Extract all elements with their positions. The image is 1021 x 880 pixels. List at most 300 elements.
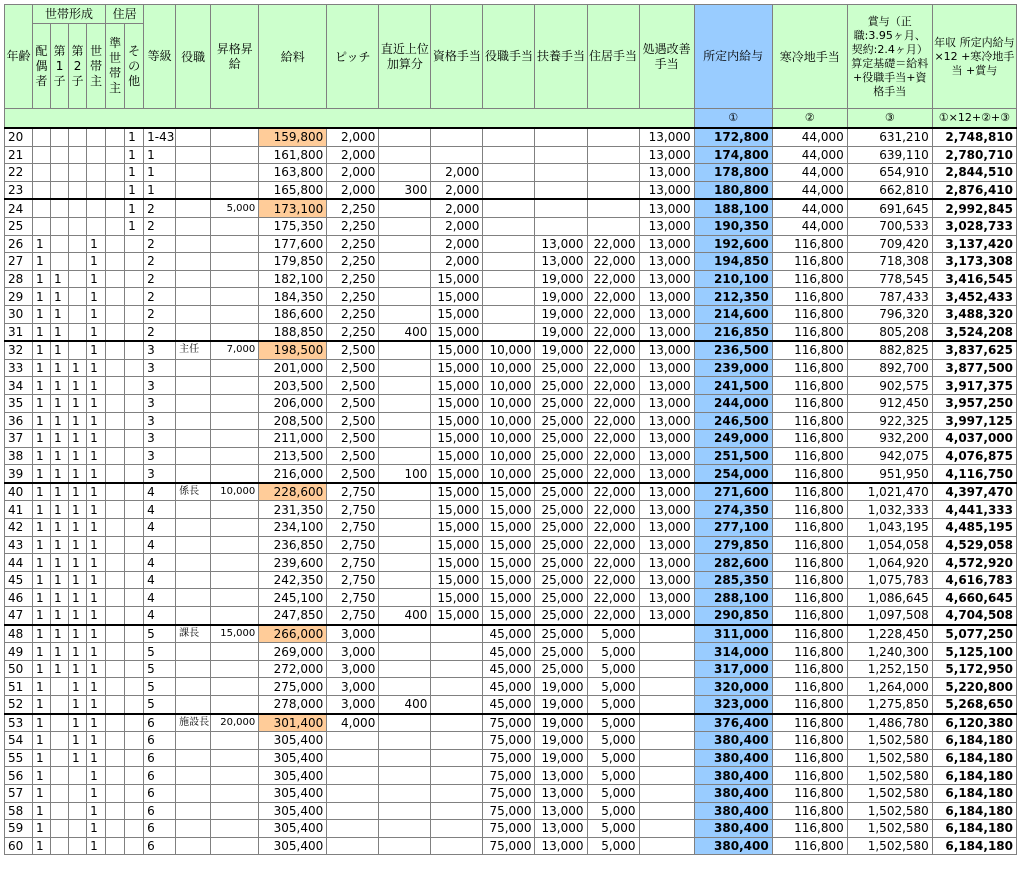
cell-semi-householder <box>106 554 125 572</box>
cell-age: 53 <box>5 714 33 732</box>
cell-pitch: 4,000 <box>327 714 379 732</box>
cell-semi-householder <box>106 217 125 235</box>
cell-grade: 1 <box>144 146 176 164</box>
cell-housing: 22,000 <box>587 323 639 341</box>
cell-other <box>125 643 144 661</box>
cell-dependent: 13,000 <box>535 802 587 820</box>
cell-step-raise <box>211 784 259 802</box>
cell-other <box>125 607 144 625</box>
cell-qualification: 15,000 <box>431 377 483 395</box>
cell-child2: 1 <box>69 465 87 483</box>
cell-grade: 3 <box>144 447 176 465</box>
cell-pitch: 2,750 <box>327 589 379 607</box>
cell-improvement: 13,000 <box>639 146 694 164</box>
cell-qualification: 15,000 <box>431 323 483 341</box>
cell-cold-region: 116,800 <box>772 714 847 732</box>
cell-cold-region: 116,800 <box>772 802 847 820</box>
cell-pitch: 3,000 <box>327 643 379 661</box>
cell-salary: 159,800 <box>259 128 327 146</box>
cell-spouse: 1 <box>33 359 51 377</box>
header-bonus: 賞与（正職:3.95ヶ月、契約:2.4ヶ月）算定基礎＝給料+役職手当+資格手当 <box>847 5 932 109</box>
cell-child1: 1 <box>51 305 69 323</box>
cell-annual: 3,028,733 <box>932 217 1016 235</box>
cell-role <box>176 536 211 554</box>
cell-householder: 1 <box>87 749 106 767</box>
cell-child1: 1 <box>51 323 69 341</box>
cell-child2 <box>69 305 87 323</box>
cell-child1: 1 <box>51 625 69 643</box>
cell-child2: 1 <box>69 430 87 448</box>
cell-role-allowance: 75,000 <box>483 767 535 785</box>
cell-cold-region: 116,800 <box>772 483 847 501</box>
cell-step-raise <box>211 696 259 714</box>
cell-improvement <box>639 660 694 678</box>
cell-senior-adj <box>379 394 431 412</box>
header-mark-annual: ①×12+②+③ <box>932 109 1016 129</box>
cell-child2: 1 <box>69 660 87 678</box>
cell-role-allowance: 45,000 <box>483 643 535 661</box>
cell-cold-region: 44,000 <box>772 164 847 182</box>
cell-role: 施設長 <box>176 714 211 732</box>
cell-spouse: 1 <box>33 465 51 483</box>
cell-grade: 4 <box>144 589 176 607</box>
cell-improvement: 13,000 <box>639 412 694 430</box>
cell-senior-adj <box>379 837 431 855</box>
cell-housing: 5,000 <box>587 802 639 820</box>
cell-dependent: 25,000 <box>535 536 587 554</box>
cell-step-raise: 5,000 <box>211 199 259 217</box>
cell-other <box>125 554 144 572</box>
cell-child2: 1 <box>69 607 87 625</box>
cell-pitch: 2,250 <box>327 253 379 271</box>
cell-householder: 1 <box>87 678 106 696</box>
cell-salary: 305,400 <box>259 767 327 785</box>
cell-role-allowance: 10,000 <box>483 412 535 430</box>
cell-annual: 3,137,420 <box>932 235 1016 253</box>
cell-role-allowance: 45,000 <box>483 696 535 714</box>
cell-grade: 6 <box>144 732 176 750</box>
cell-salary: 177,600 <box>259 235 327 253</box>
cell-cold-region: 116,800 <box>772 837 847 855</box>
table-row <box>5 837 1017 855</box>
table-row <box>5 607 1017 625</box>
cell-housing: 22,000 <box>587 394 639 412</box>
table-row <box>5 625 1017 643</box>
cell-dependent: 25,000 <box>535 571 587 589</box>
cell-base-pay: 246,500 <box>694 412 772 430</box>
cell-step-raise <box>211 678 259 696</box>
cell-base-pay: 178,800 <box>694 164 772 182</box>
cell-other <box>125 253 144 271</box>
cell-householder: 1 <box>87 483 106 501</box>
cell-age: 40 <box>5 483 33 501</box>
cell-improvement: 13,000 <box>639 217 694 235</box>
cell-qualification: 2,000 <box>431 217 483 235</box>
cell-step-raise <box>211 430 259 448</box>
cell-age: 47 <box>5 607 33 625</box>
table-row <box>5 181 1017 199</box>
cell-role <box>176 465 211 483</box>
cell-salary: 206,000 <box>259 394 327 412</box>
cell-role <box>176 288 211 306</box>
cell-householder: 1 <box>87 571 106 589</box>
cell-child1: 1 <box>51 571 69 589</box>
cell-housing: 22,000 <box>587 447 639 465</box>
cell-cold-region: 116,800 <box>772 430 847 448</box>
cell-other <box>125 784 144 802</box>
cell-bonus: 1,228,450 <box>847 625 932 643</box>
cell-housing: 22,000 <box>587 377 639 395</box>
salary-table <box>4 4 1017 855</box>
cell-bonus: 1,502,580 <box>847 820 932 838</box>
cell-spouse: 1 <box>33 253 51 271</box>
cell-householder: 1 <box>87 235 106 253</box>
cell-dependent: 19,000 <box>535 732 587 750</box>
cell-qualification <box>431 660 483 678</box>
cell-role-allowance: 75,000 <box>483 820 535 838</box>
cell-spouse: 1 <box>33 412 51 430</box>
cell-child2 <box>69 288 87 306</box>
cell-role <box>176 305 211 323</box>
table-row <box>5 820 1017 838</box>
cell-cold-region: 116,800 <box>772 696 847 714</box>
cell-pitch: 2,250 <box>327 270 379 288</box>
cell-grade: 4 <box>144 501 176 519</box>
cell-housing: 22,000 <box>587 253 639 271</box>
cell-role-allowance: 75,000 <box>483 732 535 750</box>
cell-age: 51 <box>5 678 33 696</box>
cell-spouse: 1 <box>33 288 51 306</box>
cell-semi-householder <box>106 483 125 501</box>
cell-dependent: 25,000 <box>535 501 587 519</box>
cell-spouse: 1 <box>33 377 51 395</box>
cell-other <box>125 359 144 377</box>
cell-annual: 6,184,180 <box>932 732 1016 750</box>
cell-salary: 211,000 <box>259 430 327 448</box>
cell-pitch <box>327 802 379 820</box>
cell-qualification <box>431 732 483 750</box>
cell-cold-region: 116,800 <box>772 554 847 572</box>
cell-other <box>125 270 144 288</box>
cell-semi-householder <box>106 625 125 643</box>
cell-base-pay: 194,850 <box>694 253 772 271</box>
cell-salary: 228,600 <box>259 483 327 501</box>
cell-child2 <box>69 164 87 182</box>
cell-role <box>176 784 211 802</box>
cell-dependent: 25,000 <box>535 377 587 395</box>
cell-role <box>176 501 211 519</box>
cell-base-pay: 290,850 <box>694 607 772 625</box>
cell-qualification <box>431 146 483 164</box>
cell-salary: 266,000 <box>259 625 327 643</box>
cell-bonus: 1,264,000 <box>847 678 932 696</box>
cell-cold-region: 116,800 <box>772 625 847 643</box>
cell-improvement: 13,000 <box>639 554 694 572</box>
cell-improvement <box>639 749 694 767</box>
cell-cold-region: 116,800 <box>772 643 847 661</box>
cell-senior-adj <box>379 146 431 164</box>
cell-other <box>125 483 144 501</box>
cell-senior-adj: 400 <box>379 323 431 341</box>
header-step-raise: 昇格昇給 <box>211 5 259 109</box>
cell-dependent: 19,000 <box>535 714 587 732</box>
cell-child1: 1 <box>51 359 69 377</box>
header-role: 役職 <box>176 5 211 109</box>
cell-pitch <box>327 732 379 750</box>
cell-pitch: 2,250 <box>327 217 379 235</box>
cell-pitch: 2,750 <box>327 501 379 519</box>
cell-cold-region: 116,800 <box>772 589 847 607</box>
cell-grade: 6 <box>144 767 176 785</box>
cell-other <box>125 678 144 696</box>
cell-bonus: 1,054,058 <box>847 536 932 554</box>
cell-base-pay: 210,100 <box>694 270 772 288</box>
cell-base-pay: 323,000 <box>694 696 772 714</box>
cell-annual: 4,037,000 <box>932 430 1016 448</box>
cell-improvement: 13,000 <box>639 323 694 341</box>
cell-spouse <box>33 217 51 235</box>
cell-bonus: 942,075 <box>847 447 932 465</box>
cell-dependent: 25,000 <box>535 465 587 483</box>
cell-senior-adj <box>379 643 431 661</box>
cell-housing: 22,000 <box>587 430 639 448</box>
cell-annual: 2,844,510 <box>932 164 1016 182</box>
header-pitch: ピッチ <box>327 5 379 109</box>
cell-child1 <box>51 235 69 253</box>
cell-role-allowance: 75,000 <box>483 714 535 732</box>
cell-bonus: 902,575 <box>847 377 932 395</box>
header-group-residence: 住居 <box>106 5 144 24</box>
cell-qualification: 2,000 <box>431 253 483 271</box>
cell-householder: 1 <box>87 377 106 395</box>
cell-child1: 1 <box>51 501 69 519</box>
cell-annual: 6,184,180 <box>932 784 1016 802</box>
cell-step-raise <box>211 571 259 589</box>
cell-salary: 216,000 <box>259 465 327 483</box>
cell-role <box>176 181 211 199</box>
cell-child1 <box>51 732 69 750</box>
cell-other <box>125 732 144 750</box>
cell-child2: 1 <box>69 732 87 750</box>
cell-qualification <box>431 802 483 820</box>
cell-other <box>125 288 144 306</box>
cell-qualification: 15,000 <box>431 430 483 448</box>
cell-other <box>125 341 144 359</box>
cell-child2: 1 <box>69 519 87 537</box>
cell-role-allowance: 10,000 <box>483 465 535 483</box>
cell-qualification: 15,000 <box>431 554 483 572</box>
cell-child1: 1 <box>51 643 69 661</box>
cell-semi-householder <box>106 802 125 820</box>
cell-housing: 22,000 <box>587 288 639 306</box>
cell-semi-householder <box>106 199 125 217</box>
cell-qualification <box>431 128 483 146</box>
cell-grade: 3 <box>144 412 176 430</box>
cell-improvement: 13,000 <box>639 465 694 483</box>
cell-grade: 1-43 <box>144 128 176 146</box>
cell-pitch: 2,250 <box>327 288 379 306</box>
table-row <box>5 430 1017 448</box>
cell-annual: 6,184,180 <box>932 749 1016 767</box>
cell-housing: 22,000 <box>587 536 639 554</box>
cell-role-allowance: 10,000 <box>483 430 535 448</box>
cell-householder: 1 <box>87 696 106 714</box>
cell-householder: 1 <box>87 714 106 732</box>
cell-role <box>176 412 211 430</box>
cell-grade: 3 <box>144 465 176 483</box>
cell-base-pay: 380,400 <box>694 767 772 785</box>
cell-role <box>176 447 211 465</box>
cell-other: 1 <box>125 164 144 182</box>
cell-child1 <box>51 199 69 217</box>
cell-semi-householder <box>106 607 125 625</box>
cell-step-raise <box>211 394 259 412</box>
cell-base-pay: 317,000 <box>694 660 772 678</box>
cell-bonus: 1,086,645 <box>847 589 932 607</box>
cell-dependent: 13,000 <box>535 253 587 271</box>
cell-spouse: 1 <box>33 323 51 341</box>
cell-householder: 1 <box>87 643 106 661</box>
cell-improvement: 13,000 <box>639 394 694 412</box>
cell-senior-adj <box>379 571 431 589</box>
cell-spouse: 1 <box>33 341 51 359</box>
cell-semi-householder <box>106 696 125 714</box>
cell-dependent <box>535 146 587 164</box>
cell-semi-householder <box>106 288 125 306</box>
cell-improvement: 13,000 <box>639 447 694 465</box>
cell-senior-adj <box>379 483 431 501</box>
cell-child1: 1 <box>51 394 69 412</box>
cell-age: 46 <box>5 589 33 607</box>
cell-age: 50 <box>5 660 33 678</box>
cell-child1: 1 <box>51 554 69 572</box>
header-cold-region: 寒冷地手当 <box>772 5 847 109</box>
cell-spouse: 1 <box>33 732 51 750</box>
cell-base-pay: 249,000 <box>694 430 772 448</box>
cell-semi-householder <box>106 394 125 412</box>
cell-improvement <box>639 837 694 855</box>
cell-child2 <box>69 217 87 235</box>
cell-other: 1 <box>125 199 144 217</box>
cell-bonus: 1,502,580 <box>847 732 932 750</box>
header-householder: 世帯主 <box>87 24 106 109</box>
cell-householder: 1 <box>87 305 106 323</box>
cell-householder: 1 <box>87 820 106 838</box>
cell-role <box>176 607 211 625</box>
cell-age: 59 <box>5 820 33 838</box>
table-row <box>5 305 1017 323</box>
cell-qualification: 2,000 <box>431 235 483 253</box>
cell-dependent: 25,000 <box>535 625 587 643</box>
cell-improvement <box>639 625 694 643</box>
cell-bonus: 1,043,195 <box>847 519 932 537</box>
cell-spouse <box>33 128 51 146</box>
cell-step-raise <box>211 305 259 323</box>
cell-child2: 1 <box>69 571 87 589</box>
cell-dependent: 19,000 <box>535 749 587 767</box>
cell-other <box>125 519 144 537</box>
cell-pitch: 2,500 <box>327 377 379 395</box>
cell-qualification: 2,000 <box>431 181 483 199</box>
cell-senior-adj <box>379 519 431 537</box>
cell-senior-adj <box>379 554 431 572</box>
cell-role <box>176 146 211 164</box>
table-row <box>5 536 1017 554</box>
cell-base-pay: 320,000 <box>694 678 772 696</box>
cell-senior-adj <box>379 288 431 306</box>
cell-grade: 2 <box>144 235 176 253</box>
cell-senior-adj <box>379 802 431 820</box>
cell-bonus: 922,325 <box>847 412 932 430</box>
cell-base-pay: 271,600 <box>694 483 772 501</box>
cell-child2: 1 <box>69 447 87 465</box>
cell-cold-region: 116,800 <box>772 749 847 767</box>
table-row <box>5 501 1017 519</box>
cell-improvement: 13,000 <box>639 253 694 271</box>
cell-role-allowance: 10,000 <box>483 377 535 395</box>
cell-annual: 2,992,845 <box>932 199 1016 217</box>
cell-base-pay: 279,850 <box>694 536 772 554</box>
cell-role-allowance: 10,000 <box>483 341 535 359</box>
cell-age: 26 <box>5 235 33 253</box>
cell-other <box>125 394 144 412</box>
cell-cold-region: 116,800 <box>772 412 847 430</box>
cell-householder: 1 <box>87 732 106 750</box>
cell-base-pay: 380,400 <box>694 837 772 855</box>
cell-housing: 5,000 <box>587 732 639 750</box>
cell-pitch: 2,000 <box>327 181 379 199</box>
cell-improvement <box>639 767 694 785</box>
cell-qualification: 15,000 <box>431 483 483 501</box>
cell-annual: 4,660,645 <box>932 589 1016 607</box>
cell-step-raise <box>211 377 259 395</box>
cell-dependent: 25,000 <box>535 589 587 607</box>
cell-base-pay: 190,350 <box>694 217 772 235</box>
cell-salary: 186,600 <box>259 305 327 323</box>
cell-qualification: 2,000 <box>431 164 483 182</box>
cell-semi-householder <box>106 181 125 199</box>
cell-other <box>125 589 144 607</box>
cell-grade: 5 <box>144 625 176 643</box>
cell-housing: 22,000 <box>587 589 639 607</box>
cell-improvement: 13,000 <box>639 483 694 501</box>
cell-grade: 2 <box>144 288 176 306</box>
cell-step-raise <box>211 447 259 465</box>
cell-senior-adj <box>379 128 431 146</box>
cell-bonus: 700,533 <box>847 217 932 235</box>
cell-base-pay: 192,600 <box>694 235 772 253</box>
cell-housing: 5,000 <box>587 714 639 732</box>
cell-salary: 163,800 <box>259 164 327 182</box>
cell-child1: 1 <box>51 288 69 306</box>
cell-role-allowance: 45,000 <box>483 678 535 696</box>
cell-cold-region: 116,800 <box>772 359 847 377</box>
header-mark-spacer <box>5 109 695 129</box>
cell-semi-householder <box>106 377 125 395</box>
cell-other <box>125 430 144 448</box>
cell-salary: 269,000 <box>259 643 327 661</box>
cell-age: 32 <box>5 341 33 359</box>
cell-age: 24 <box>5 199 33 217</box>
cell-step-raise <box>211 323 259 341</box>
table-row <box>5 323 1017 341</box>
cell-senior-adj <box>379 164 431 182</box>
cell-senior-adj <box>379 784 431 802</box>
cell-dependent <box>535 164 587 182</box>
cell-bonus: 1,275,850 <box>847 696 932 714</box>
cell-age: 43 <box>5 536 33 554</box>
cell-semi-householder <box>106 359 125 377</box>
